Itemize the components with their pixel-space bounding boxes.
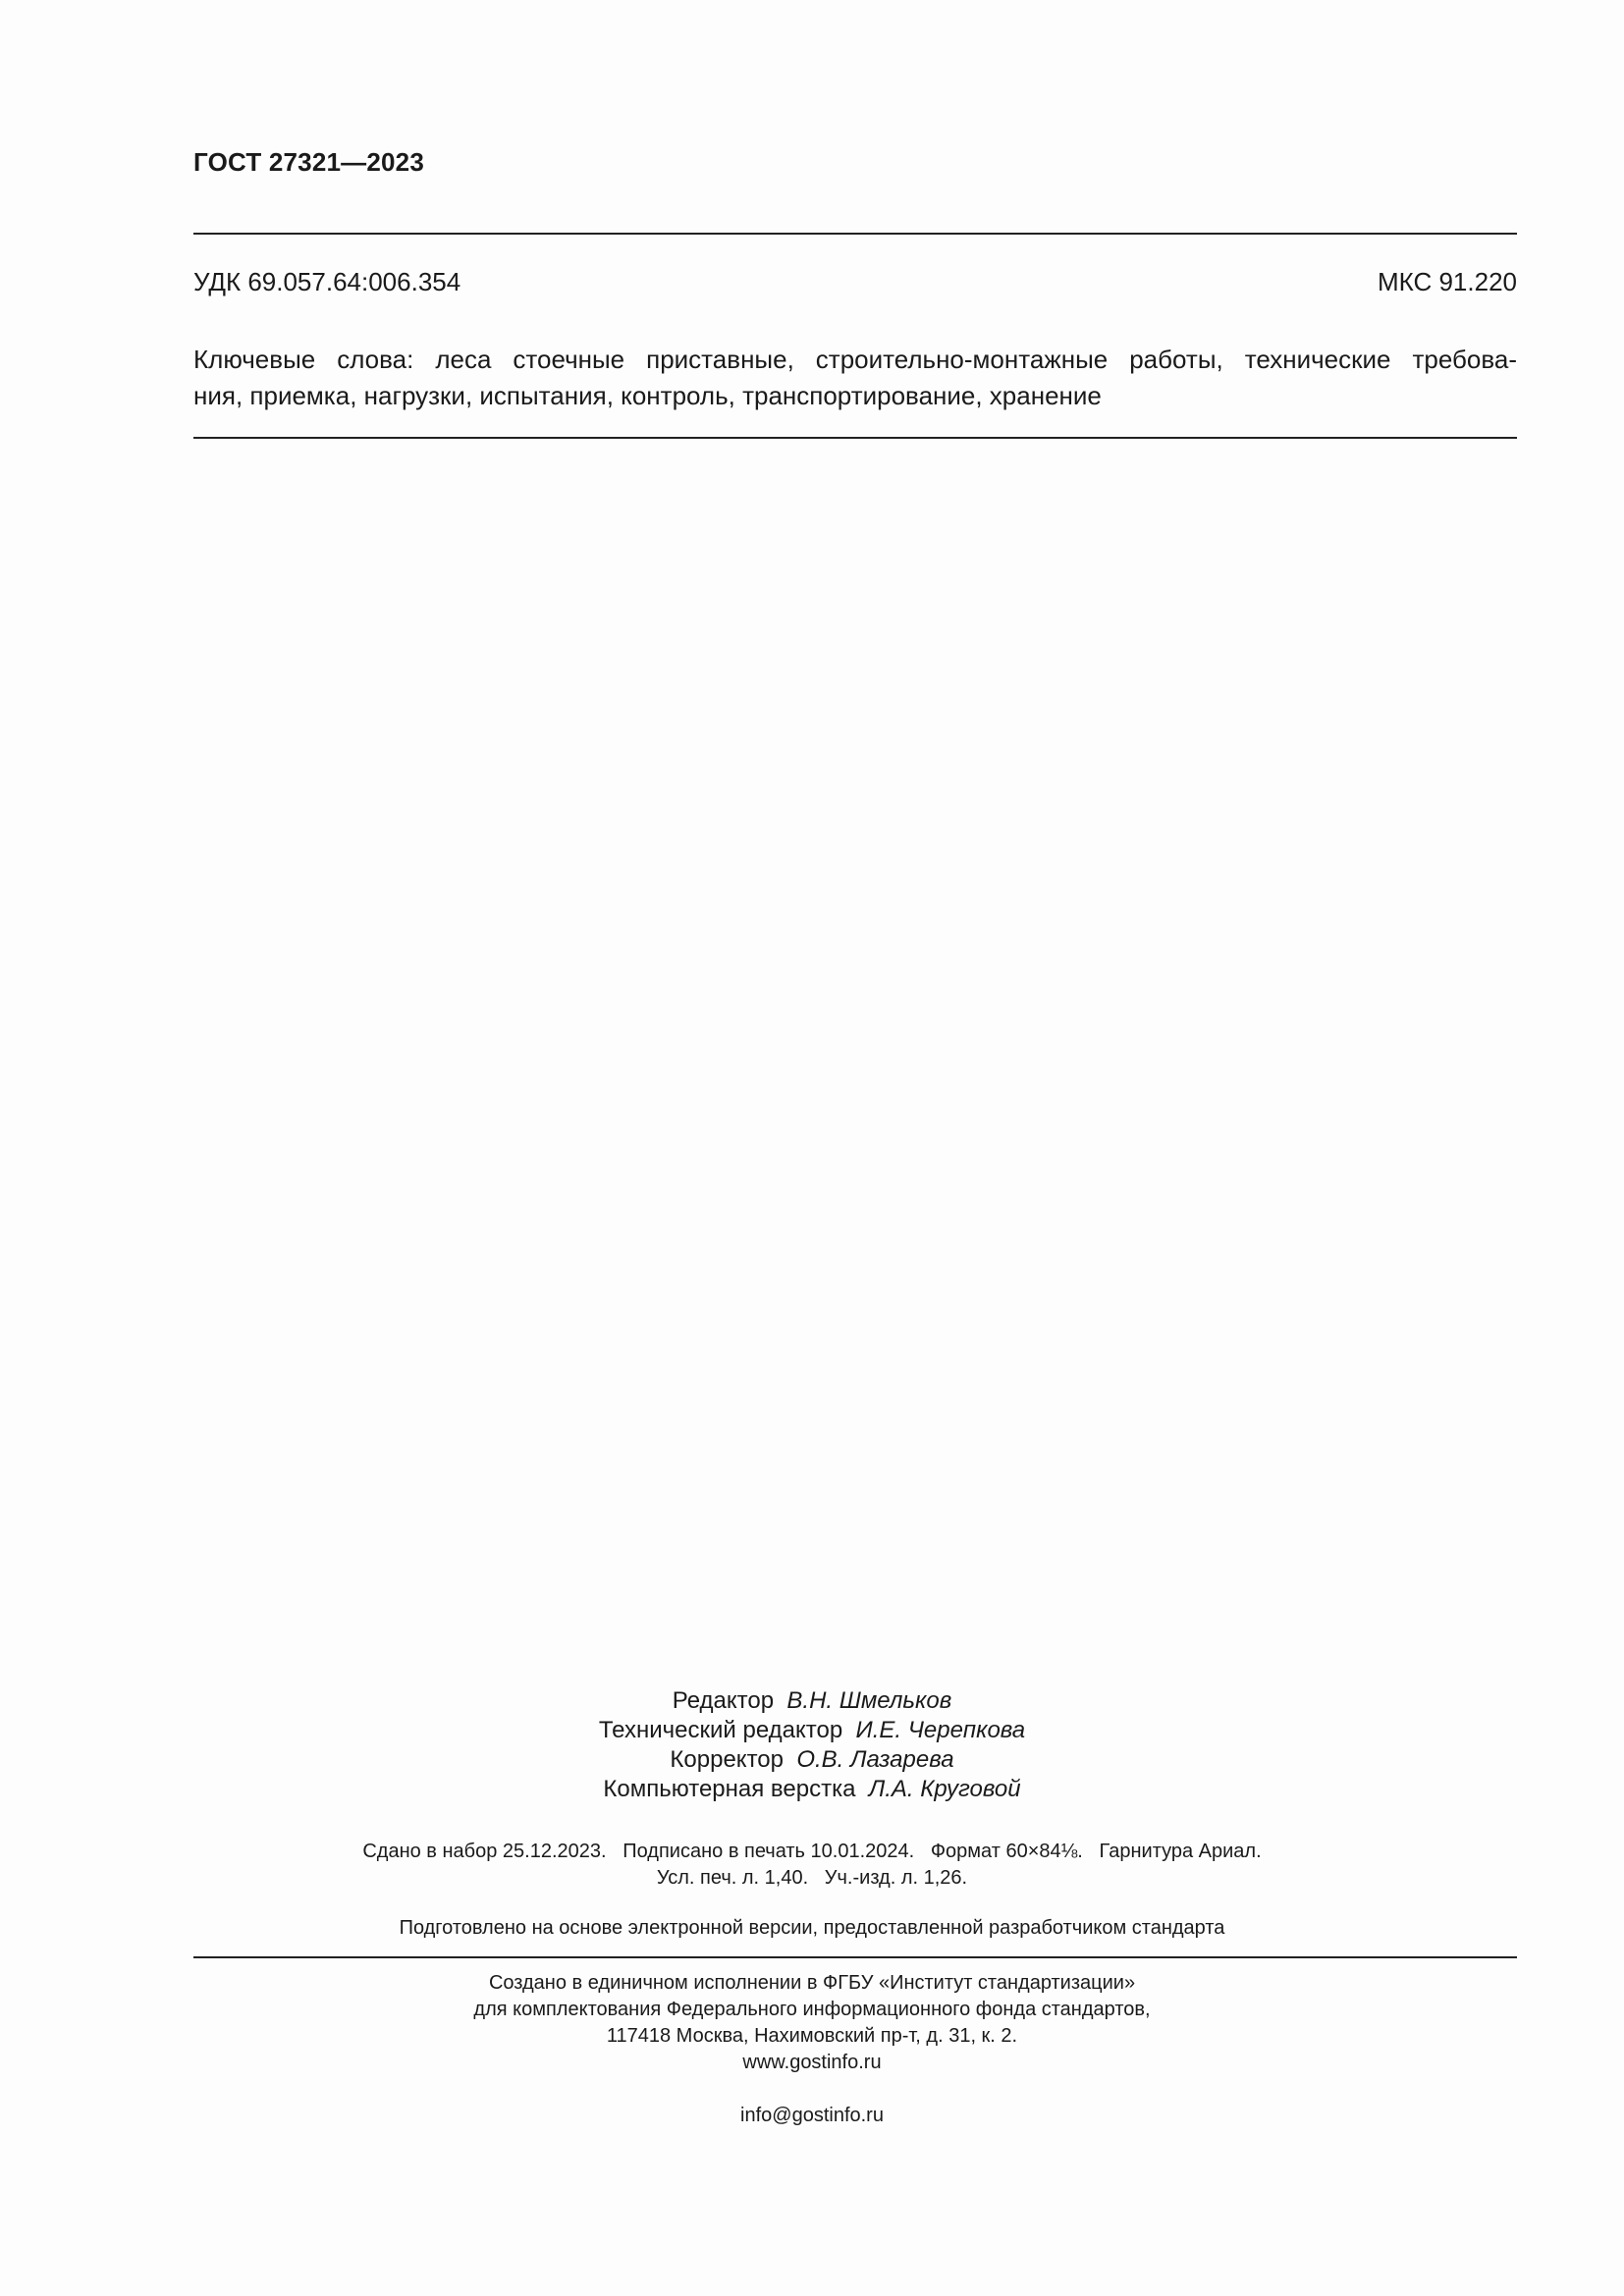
credit-tech-editor [0,1716,1624,1745]
imprint-line-1: Создано в единичном исполнении в ФГБУ «Институт стандартизации» [488,1972,1136,1994]
udk-code: УДК 69.057.64:006.354 [193,267,461,296]
imprint-block [0,1970,1624,2129]
credit-label: Технический редактор [598,1717,843,1743]
credit-editor [0,1686,1624,1716]
keywords-line-2: ния, приемка, нагрузки, испытания, контроль, транспортирование, хранение [193,381,1102,410]
credit-name: О.В. Лазарева [796,1746,954,1773]
mks-code: МКС 91.220 [1377,267,1517,296]
imprint-contacts [0,2050,1624,2129]
keywords-paragraph [193,342,1517,414]
keywords-line-1: Ключевые слова: леса стоечные приставные, строительно-монтажные работы, технические требова- [193,345,1517,374]
prepared-note: Подготовлено на основе электронной версии, предоставленной разработчиком стандарта [399,1917,1225,1939]
standard-id: ГОСТ 27321—2023 [193,147,424,177]
credit-proofreader [0,1745,1624,1775]
email-link[interactable]: info@gostinfo.ru [740,2105,884,2126]
credits-block [0,1686,1624,1804]
keywords-divider [193,437,1517,439]
credit-name: В.Н. Шмельков [786,1687,952,1714]
print-info-line-2: Усл. печ. л. 1,40. Уч.-изд. л. 1,26. [656,1867,968,1889]
credit-label: Редактор [672,1687,775,1714]
website-link[interactable]: www.gostinfo.ru [742,2052,882,2073]
imprint-address: 117418 Москва, Нахимовский пр-т, д. 31, к. 2. [606,2025,1018,2047]
print-info [0,1839,1624,1892]
credit-label: Компьютерная верстка [603,1776,856,1802]
credit-label: Корректор [670,1746,784,1773]
imprint-line-2: для комплектования Федерального информационного фонда стандартов, [473,1999,1151,2020]
print-info-line-1: Сдано в набор 25.12.2023. Подписано в печать 10.01.2024. Формат 60×84⅛. Гарнитура Ариал. [362,1841,1262,1862]
imprint-divider [193,1956,1517,1958]
credit-name: И.Е. Черепкова [855,1717,1026,1743]
credit-layout [0,1775,1624,1804]
top-divider [193,233,1517,235]
credit-name: Л.А. Круговой [868,1776,1021,1802]
